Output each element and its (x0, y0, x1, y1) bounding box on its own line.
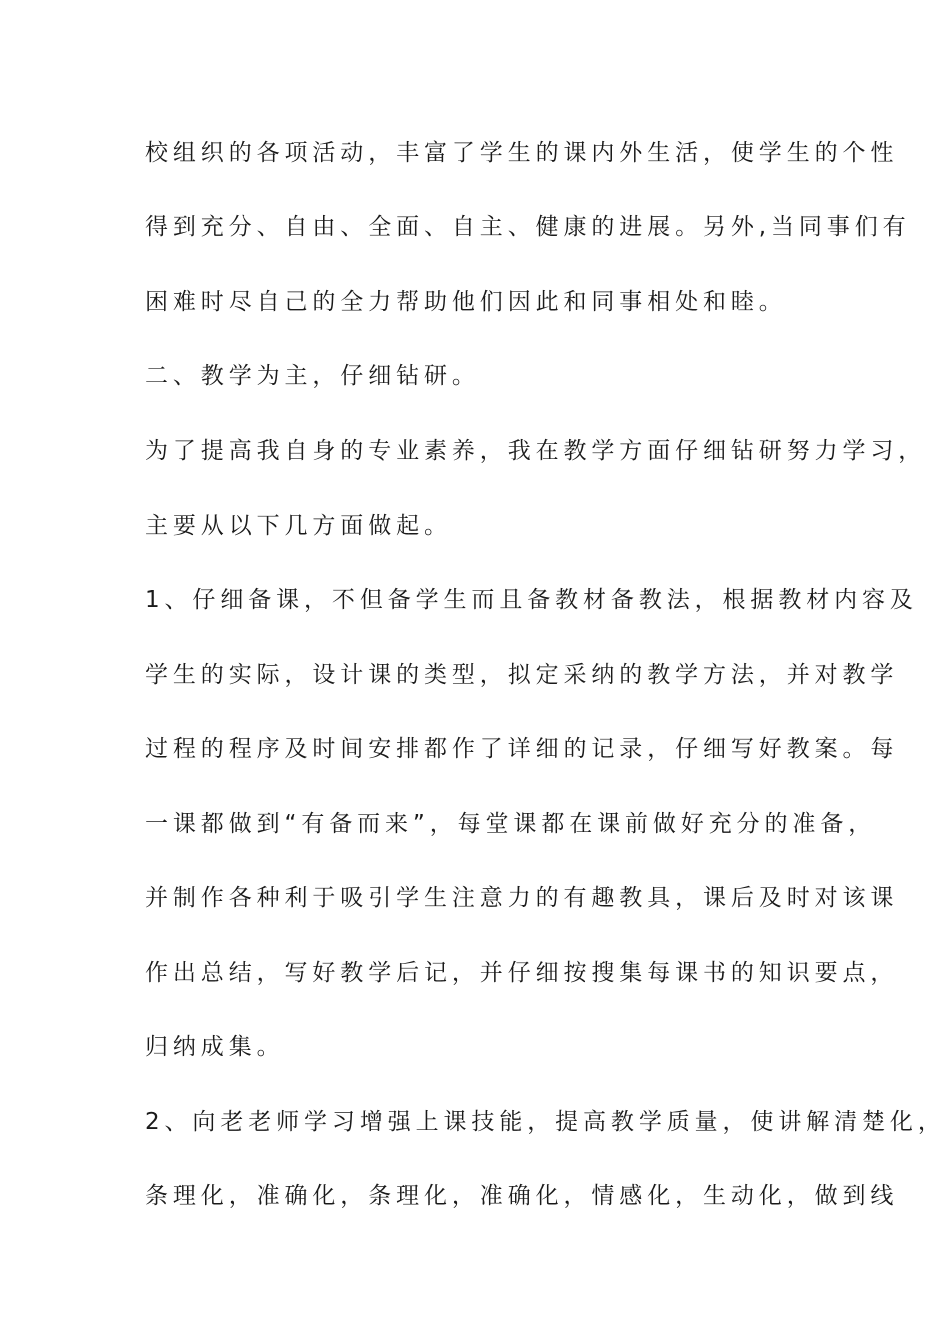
section-heading-2: 二、教学为主，仔细钻研。 (145, 363, 480, 389)
text-line-7: 1、仔细备课，不但备学生而且备教材备教法，根据教材内容及 (145, 587, 918, 613)
text-line-3: 困难时尽自己的全力帮助他们因此和同事相处和睦。 (145, 289, 787, 315)
text-line-9: 过程的程序及时间安排都作了详细的记录，仔细写好教案。每 (145, 736, 899, 762)
text-line-1: 校组织的各项活动，丰富了学生的课内外生活，使学生的个性 (145, 140, 899, 166)
text-line-12: 作出总结，写好教学后记，并仔细按搜集每课书的知识要点， (145, 960, 899, 986)
text-line-6: 主要从以下几方面做起。 (145, 513, 452, 539)
text-line-15: 条理化，准确化，条理化，准确化，情感化，生动化，做到线 (145, 1183, 899, 1209)
text-line-8: 学生的实际，设计课的类型，拟定采纳的教学方法，并对教学 (145, 662, 899, 688)
text-line-2: 得到充分、自由、全面、自主、健康的进展。另外,当同事们有 (145, 214, 911, 240)
text-line-10: 一课都做到“有备而来”，每堂课都在课前做好充分的准备， (145, 811, 877, 837)
text-line-14: 2、向老老师学习增强上课技能，提高教学质量，使讲解清楚化， (145, 1109, 946, 1135)
text-line-13: 归纳成集。 (145, 1034, 285, 1060)
text-line-11: 并制作各种利于吸引学生注意力的有趣教具，课后及时对该课 (145, 885, 899, 911)
text-line-5: 为了提高我自身的专业素养，我在教学方面仔细钻研努力学习， (145, 438, 927, 464)
